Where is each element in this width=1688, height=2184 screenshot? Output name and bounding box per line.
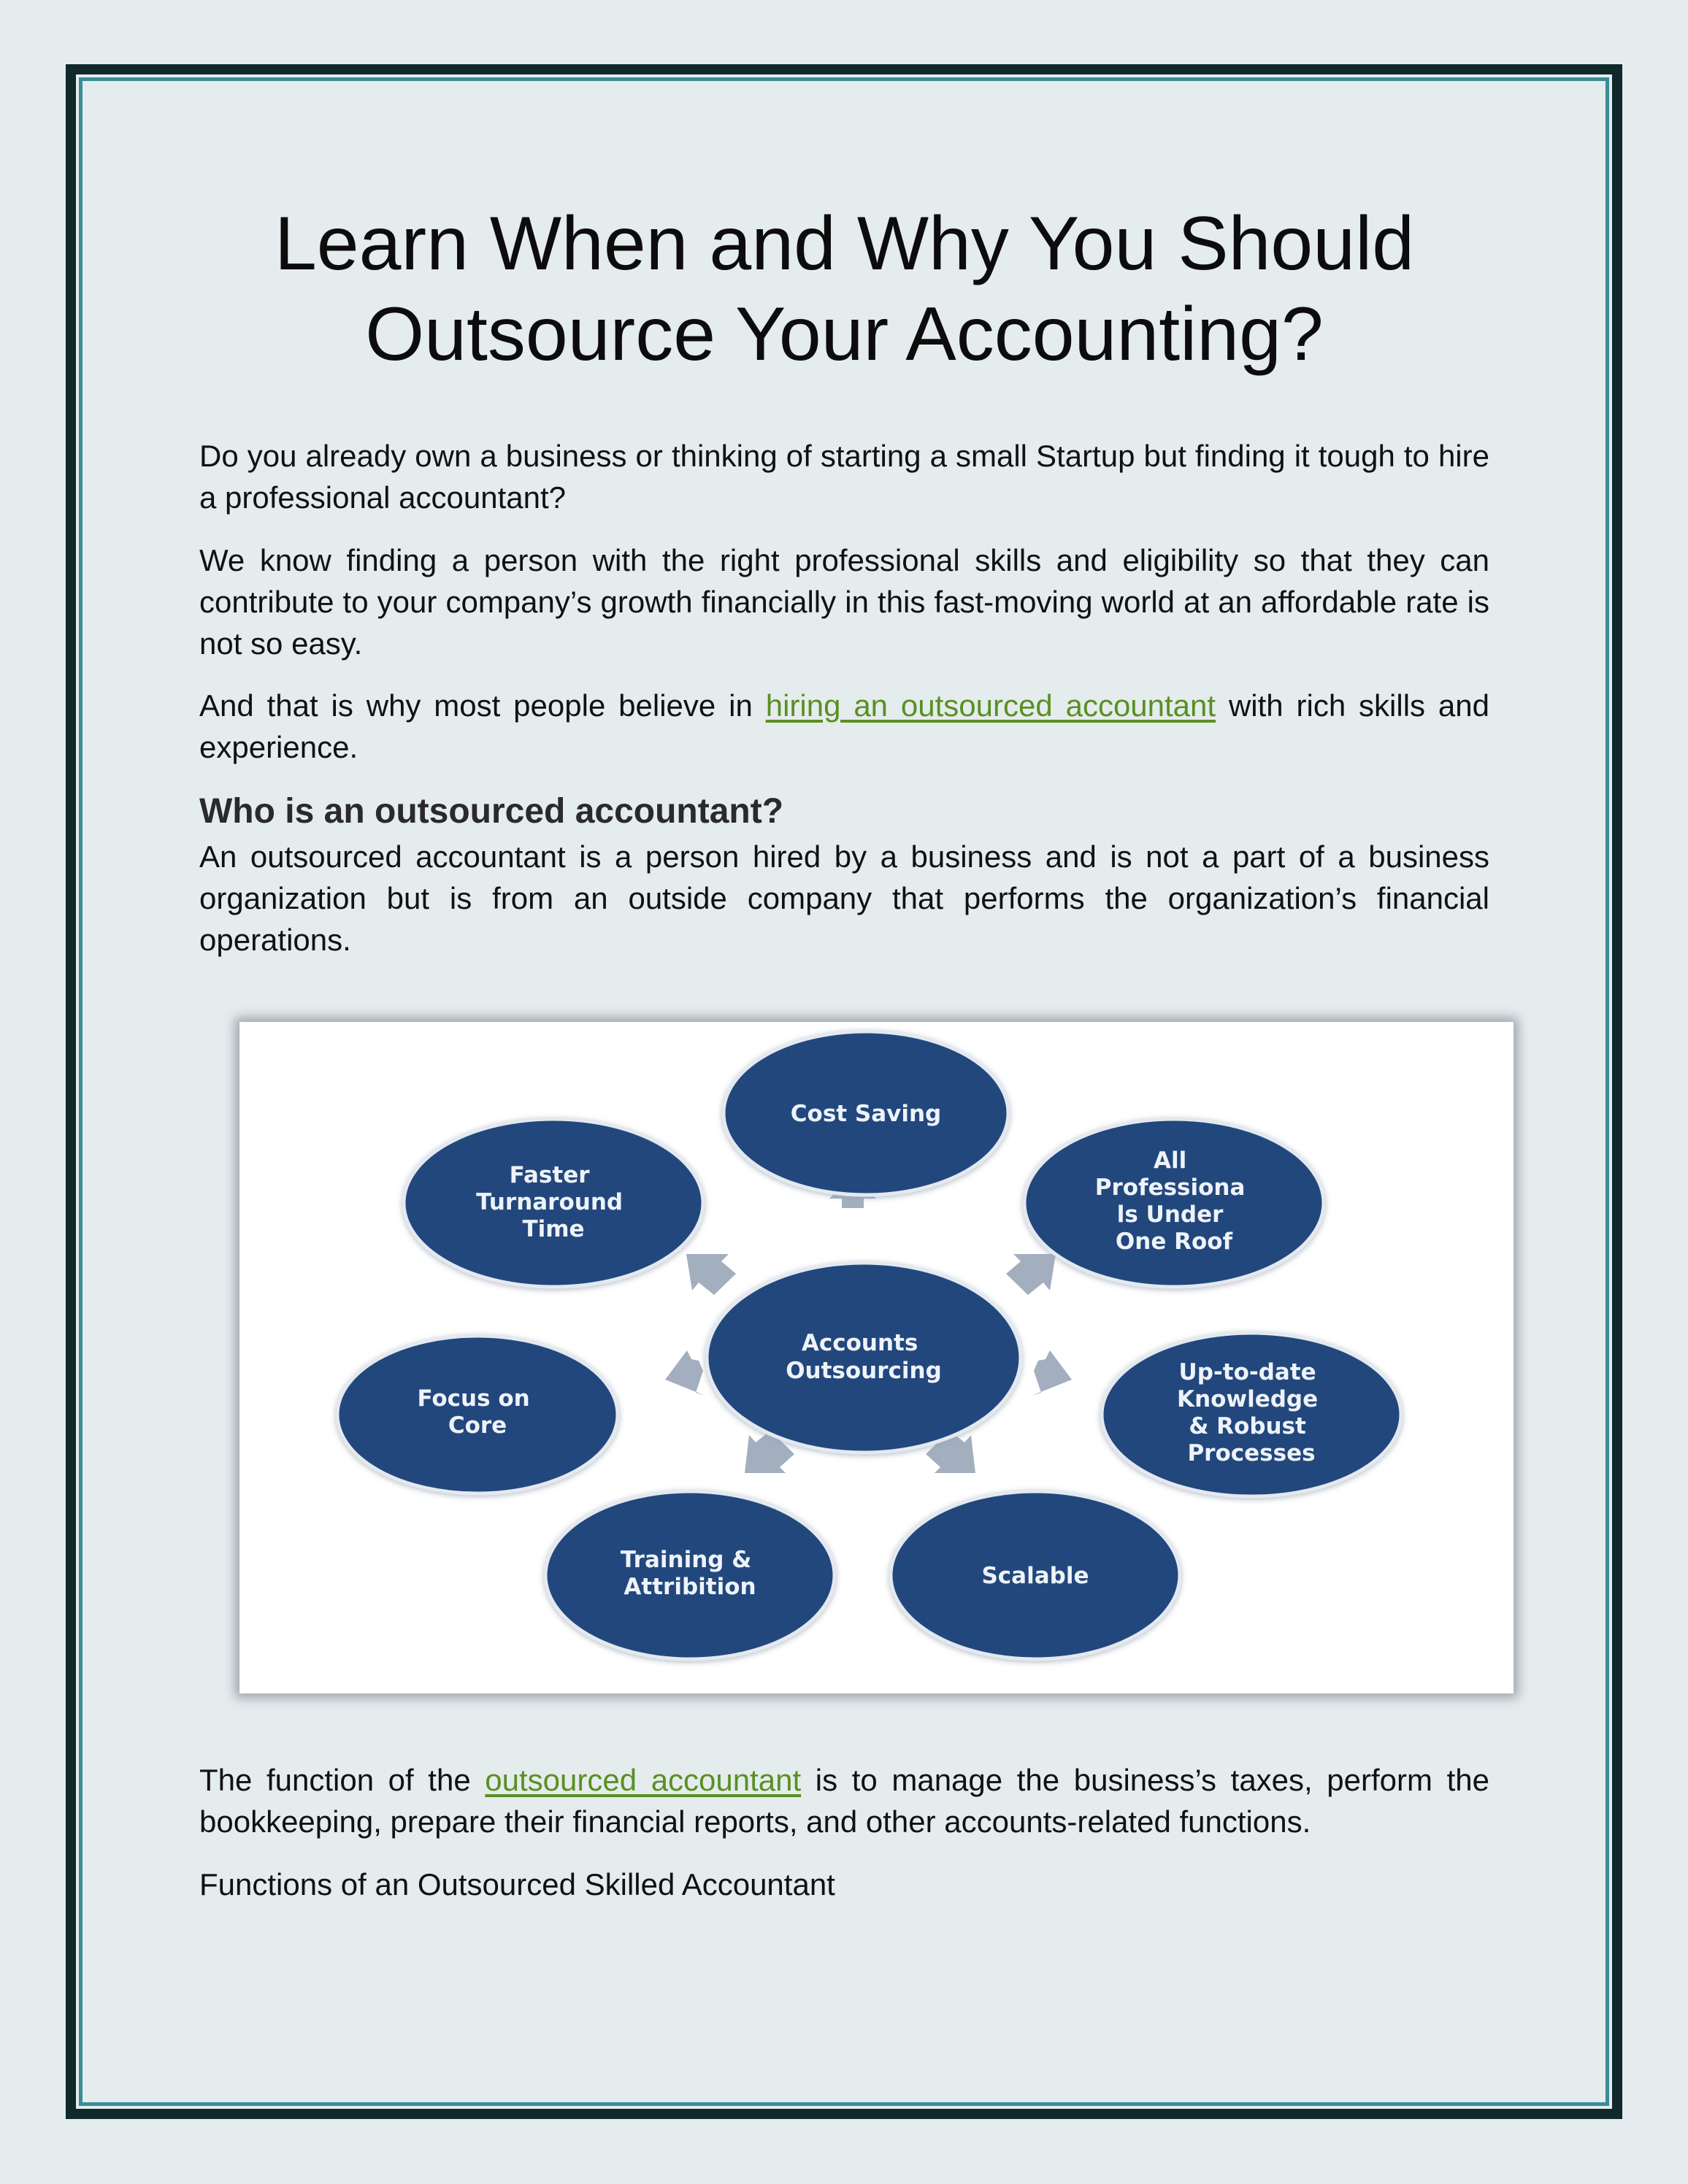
- scalable-label-line: Scalable: [981, 1563, 1089, 1589]
- all-professionals-label-line: ls Under: [1116, 1201, 1224, 1228]
- function-paragraph-text-end: is to manage the business’s taxes, perform the bookkeeping, prepare their financial reports, and other accounts-related functions.: [199, 1763, 1489, 1839]
- outsourcing-benefits-diagram: [239, 1022, 1514, 1693]
- focus-label-line: Core: [448, 1412, 507, 1439]
- training-label-line: Attribition: [624, 1574, 756, 1600]
- title-line-1: Learn When and Why You Should: [274, 201, 1415, 286]
- outsourced-accountant-link[interactable]: outsourced accountant: [485, 1763, 802, 1797]
- training-label: [621, 1547, 759, 1600]
- third-paragraph: [199, 685, 1489, 768]
- third-paragraph-text-start: And that is why most people believe in: [199, 688, 766, 723]
- definition-paragraph: An outsourced accountant is a person hired by a business and is not a part of a business organization but is from an outside company that performs the organization’s financial operations.: [199, 839, 1489, 957]
- section-heading: Who is an outsourced accountant?: [199, 792, 784, 831]
- training-label-line: Training &: [620, 1547, 752, 1573]
- all-professionals-label-line: All: [1153, 1147, 1187, 1174]
- center-label-line: Outsourcing: [786, 1358, 942, 1384]
- up-to-date-label-line: Up-to-date: [1178, 1359, 1316, 1385]
- up-to-date-label: [1177, 1359, 1326, 1466]
- cost-saving-label-line: Cost Saving: [790, 1101, 942, 1127]
- faster-label-line: Faster: [509, 1162, 590, 1188]
- page-title: [199, 199, 1489, 380]
- third-paragraph-text-end: with rich skills and experience.: [199, 688, 1489, 764]
- function-paragraph-text-start: The function of the: [199, 1763, 486, 1797]
- all-professionals-label-line: One Roof: [1115, 1228, 1233, 1255]
- title-line-2: Outsource Your Accounting?: [365, 292, 1324, 377]
- closing-line: Functions of an Outsourced Skilled Accountant: [199, 1867, 835, 1902]
- intro-paragraph: Do you already own a business or thinking of starting a small Startup but finding it tough to hire a professional accountant?: [199, 439, 1489, 515]
- hiring-outsourced-accountant-link[interactable]: hiring an outsourced accountant: [765, 688, 1216, 723]
- arrow-upleft-icon: [686, 1254, 736, 1295]
- cost-saving-label: [791, 1101, 941, 1127]
- up-to-date-label-line: Knowledge: [1177, 1386, 1319, 1412]
- up-to-date-label-line: Processes: [1187, 1440, 1316, 1466]
- arrow-left-icon: [665, 1350, 705, 1396]
- diagram-svg: [239, 1022, 1514, 1693]
- function-paragraph: [199, 1759, 1489, 1842]
- faster-label-line: Time: [522, 1216, 585, 1242]
- second-paragraph: We know finding a person with the right professional skills and eligibility so that they can contribute to your company’s growth financially in this fast-moving world at an affordable rate is not so easy.: [199, 543, 1489, 661]
- faster-label-line: Turnaround: [476, 1189, 624, 1215]
- arrow-upright-icon: [1006, 1254, 1056, 1295]
- center-label-line: Accounts: [801, 1330, 918, 1356]
- all-professionals-label-line: Professiona: [1094, 1174, 1246, 1201]
- focus-label-line: Focus on: [417, 1385, 530, 1412]
- arrow-right-icon: [1032, 1350, 1072, 1396]
- up-to-date-label-line: & Robust: [1189, 1413, 1306, 1439]
- scalable-label: [981, 1563, 1089, 1589]
